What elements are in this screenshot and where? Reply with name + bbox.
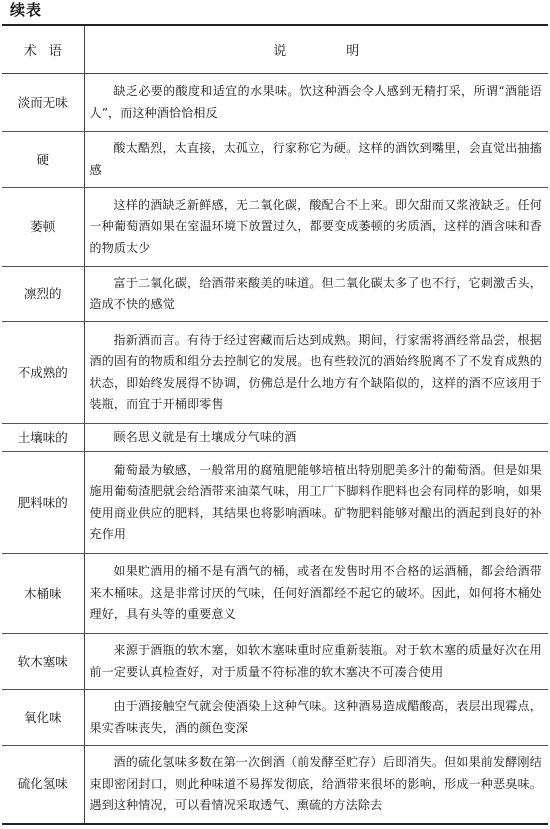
- row-description: 这样的酒缺乏新鲜感，无二氧化碳，酸配合不上来。即欠甜而又浆液缺乏。任何一种葡萄酒如果在室温环境下放置过久，都要变成萎顿的劣质酒，这样的酒含味和香的物质太少: [84, 188, 548, 267]
- row-description: 酒的硫化氢味多数在第一次倒酒（前发酵至贮存）后即消失。但如果前发酵刚结束即密闭封口，则此种味道不易挥发彻底，给酒带来很坏的影响，形成一种恶臭味。遇到这种情况，可以看情况采取透气、熏硫的方法除去: [84, 746, 548, 824]
- table-row: [2, 132, 548, 188]
- table-row: [2, 690, 548, 746]
- table-row: [2, 746, 548, 824]
- row-term: 萎顿: [2, 188, 84, 267]
- table-row: [2, 267, 548, 322]
- table-row: [2, 322, 548, 424]
- header-term: 术语: [2, 25, 84, 74]
- table-header: [2, 25, 548, 74]
- glossary-table: [2, 24, 548, 825]
- table-row: [2, 424, 548, 452]
- row-term: 凛烈的: [2, 267, 84, 322]
- table-row: [2, 188, 548, 267]
- row-term: 不成熟的: [2, 322, 84, 424]
- row-term: 氧化味: [2, 690, 84, 746]
- row-description: 葡萄最为敏感，一般常用的腐殖肥能够培植出特别肥美多汁的葡萄酒。但是如果施用葡萄渣肥就会给酒带来油菜气味，用工厂下脚料作肥料也会有同样的影响，如果使用商业供应的肥料，其结果也将影响酒味。矿物肥料能够对酿出的酒起到良好的补充作用: [84, 452, 548, 554]
- page-title: 续表: [10, 1, 43, 19]
- table-row: [2, 74, 548, 132]
- row-term: 硬: [2, 132, 84, 188]
- row-description: 由于酒接触空气就会使酒染上这种气味。这种酒易造成醋酸高，表层出现霉点，果实香味丧失，酒的颜色变深: [84, 690, 548, 746]
- row-term: 淡而无味: [2, 74, 84, 132]
- row-term: 硫化氢味: [2, 746, 84, 824]
- table-row: [2, 554, 548, 634]
- table-row: [2, 634, 548, 690]
- row-term: 木桶味: [2, 554, 84, 634]
- header-description: 说明: [84, 25, 548, 74]
- row-term: 软木塞味: [2, 634, 84, 690]
- row-description: 富于二氧化碳，给酒带来酸美的味道。但二氧化碳太多了也不行，它刺激舌头，造成不快的感觉: [84, 267, 548, 322]
- row-description: 来源于酒瓶的软木塞，如软木塞味重时应重新装瓶。对于软木塞的质量好次在用前一定要认真检查好，对于质量不符标准的软木塞决不可凑合使用: [84, 634, 548, 690]
- row-description: 指新酒而言。有待于经过窖藏而后达到成熟。期间，行家需将酒经常品尝，根据酒的固有的物质和组分去控制它的发展。也有些较沉的酒始终脱离不了不发育成熟的状态，即始终发展得不协调，仿佛总是什么地方有个缺陷似的，这样的酒不应该用于装瓶，而宜于开桶即零售: [84, 322, 548, 424]
- row-term: 土壤味的: [2, 424, 84, 452]
- row-term: 肥料味的: [2, 452, 84, 554]
- row-description: 酸太酷烈，太直接，太孤立，行家称它为硬。这样的酒饮到嘴里，会直觉出抽搐感: [84, 132, 548, 188]
- row-description: 缺乏必要的酸度和适宜的水果味。饮这种酒会令人感到无精打采，所谓“酒能语人”，而这种酒恰恰相反: [84, 74, 548, 132]
- row-description: 顾名思义就是有土壤成分气味的酒: [84, 424, 548, 452]
- table-row: [2, 452, 548, 554]
- row-description: 如果贮酒用的桶不是有酒气的桶，或者在发售时用不合格的运酒桶，都会给酒带来木桶味。这是非常讨厌的气味，任何好酒都经不起它的破坏。因此，如何将木桶处理好，具有头等的重要意义: [84, 554, 548, 634]
